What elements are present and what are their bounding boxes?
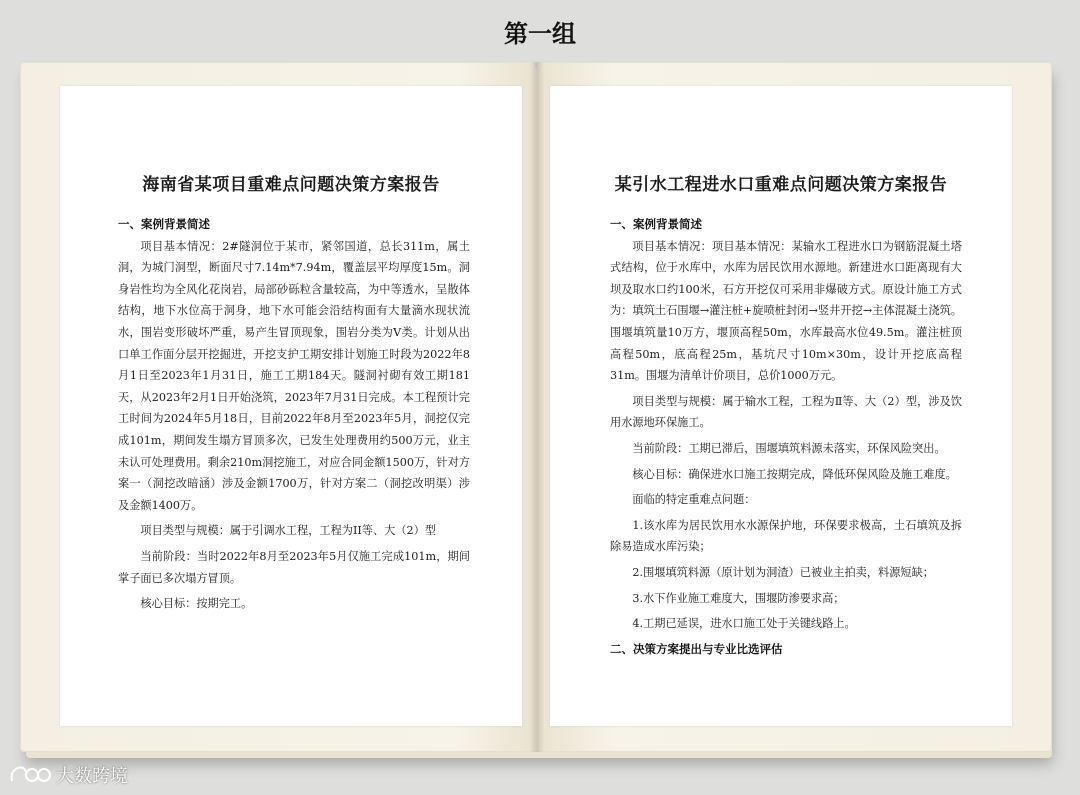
group-title: 第一组	[504, 20, 576, 48]
watermark-text: 大数跨境	[56, 766, 128, 787]
right-section-heading-2: 二、决策方案提出与专业比选评估	[610, 641, 783, 656]
watermark	[8, 762, 128, 788]
right-paragraph-basic-info: 项目基本情况：项目基本情况：某输水工程进水口为钢筋混凝土塔式结构，位于水库中，水库为居民饮用水源地。新建进水口距离现有大坝及取水口约100米，石方开挖仅可采用非爆破方式。原设计施工方式为：填筑土石围堰→灌注桩+旋喷桩封闭→竖井开挖→主体混凝土浇筑。围堰填筑量10万方，堰顶高程50m，水库最高水位49.5m。灌注桩顶高程50m，底高程25m，基坑尺寸10m×30m，设计开挖底高程31m。围堰为清单计价项目，总价1000万元。	[610, 239, 962, 383]
right-doc-title: 某引水工程进水口重难点问题决策方案报告	[614, 175, 948, 195]
open-book	[20, 62, 1060, 762]
right-doc-body	[610, 214, 962, 660]
right-paragraph-current-stage: 当前阶段：工期已滞后，围堰填筑料源未落实，环保风险突出。	[632, 441, 946, 455]
left-paragraph-type-scale: 项目类型与规模：属于引调水工程，工程为II等、大（2）型	[140, 524, 437, 538]
book-gutter	[530, 62, 544, 752]
watermark-logo-icon	[8, 763, 52, 787]
right-paragraph-issues-intro: 面临的特定重难点问题：	[632, 493, 756, 507]
left-section-heading: 一、案例背景简述	[118, 217, 210, 231]
left-paragraph-basic-info: 项目基本情况：2#隧洞位于某市，紧邻国道，总长311m，属土洞，为城门洞型，断面尺寸7.14m*7.94m，覆盖层平均厚度15m。洞身岩性均为全风化花岗岩，局部砂砾粒含量较高，为中等透水，呈散体结构，地下水位高于洞身，地下水可能会沿结构面有大量滴水现状流水，围岩变形破坏严重，易产生冒顶现象，围岩分类为Ⅴ类。计划从出口单工作面分层开挖掘进，开挖支护工期安排计划施工时段为2022年8月1日至2023年1月31日，施工工期184天。隧洞衬砌有效工期181天，从2023年2月1日开始浇筑，2023年7月31日完成。本工程预计完工时间为2024年5月18日，目前2022年8月至2023年5月，洞挖仅完成101m，期间发生塌方冒顶多次，已发生处理费用约500万元，业主未认可处理费用。剩余210m洞挖施工，对应合同金额1500万，针对方案一（洞挖改暗涵）涉及金额1700万，针对方案二（洞挖改明渠）涉及金额1400万。	[118, 239, 470, 512]
left-paragraph-current-stage: 当前阶段：当时2022年8月至2023年5月仅施工完成101m，期间掌子面已多次塌方冒顶。	[118, 549, 470, 585]
left-paragraph-core-goal: 核心目标：按期完工。	[140, 597, 253, 611]
right-issue-item: 1.该水库为居民饮用水水源保护地，环保要求极高，土石填筑及拆除易造成水库污染；	[610, 518, 962, 554]
right-section-heading-1: 一、案例背景简述	[610, 217, 702, 231]
right-paragraph-type-scale: 项目类型与规模：属于输水工程，工程为Ⅱ等、大（2）型，涉及饮用水源地环保施工。	[610, 394, 962, 430]
right-page	[550, 86, 1012, 726]
right-issue-item: 2.围堰填筑料源（原计划为洞渣）已被业主拍卖，料源短缺；	[632, 565, 934, 579]
left-doc-title: 海南省某项目重难点问题决策方案报告	[142, 175, 440, 195]
left-page	[60, 86, 522, 726]
right-issue-item: 3.水下作业施工难度大，围堰防渗要求高；	[632, 591, 845, 605]
left-doc-body	[118, 214, 470, 619]
right-issue-item: 4.工期已延误，进水口施工处于关键线路上。	[632, 617, 856, 631]
right-paragraph-core-goal: 核心目标：确保进水口施工按期完成，降低环保风险及施工难度。	[632, 467, 957, 481]
